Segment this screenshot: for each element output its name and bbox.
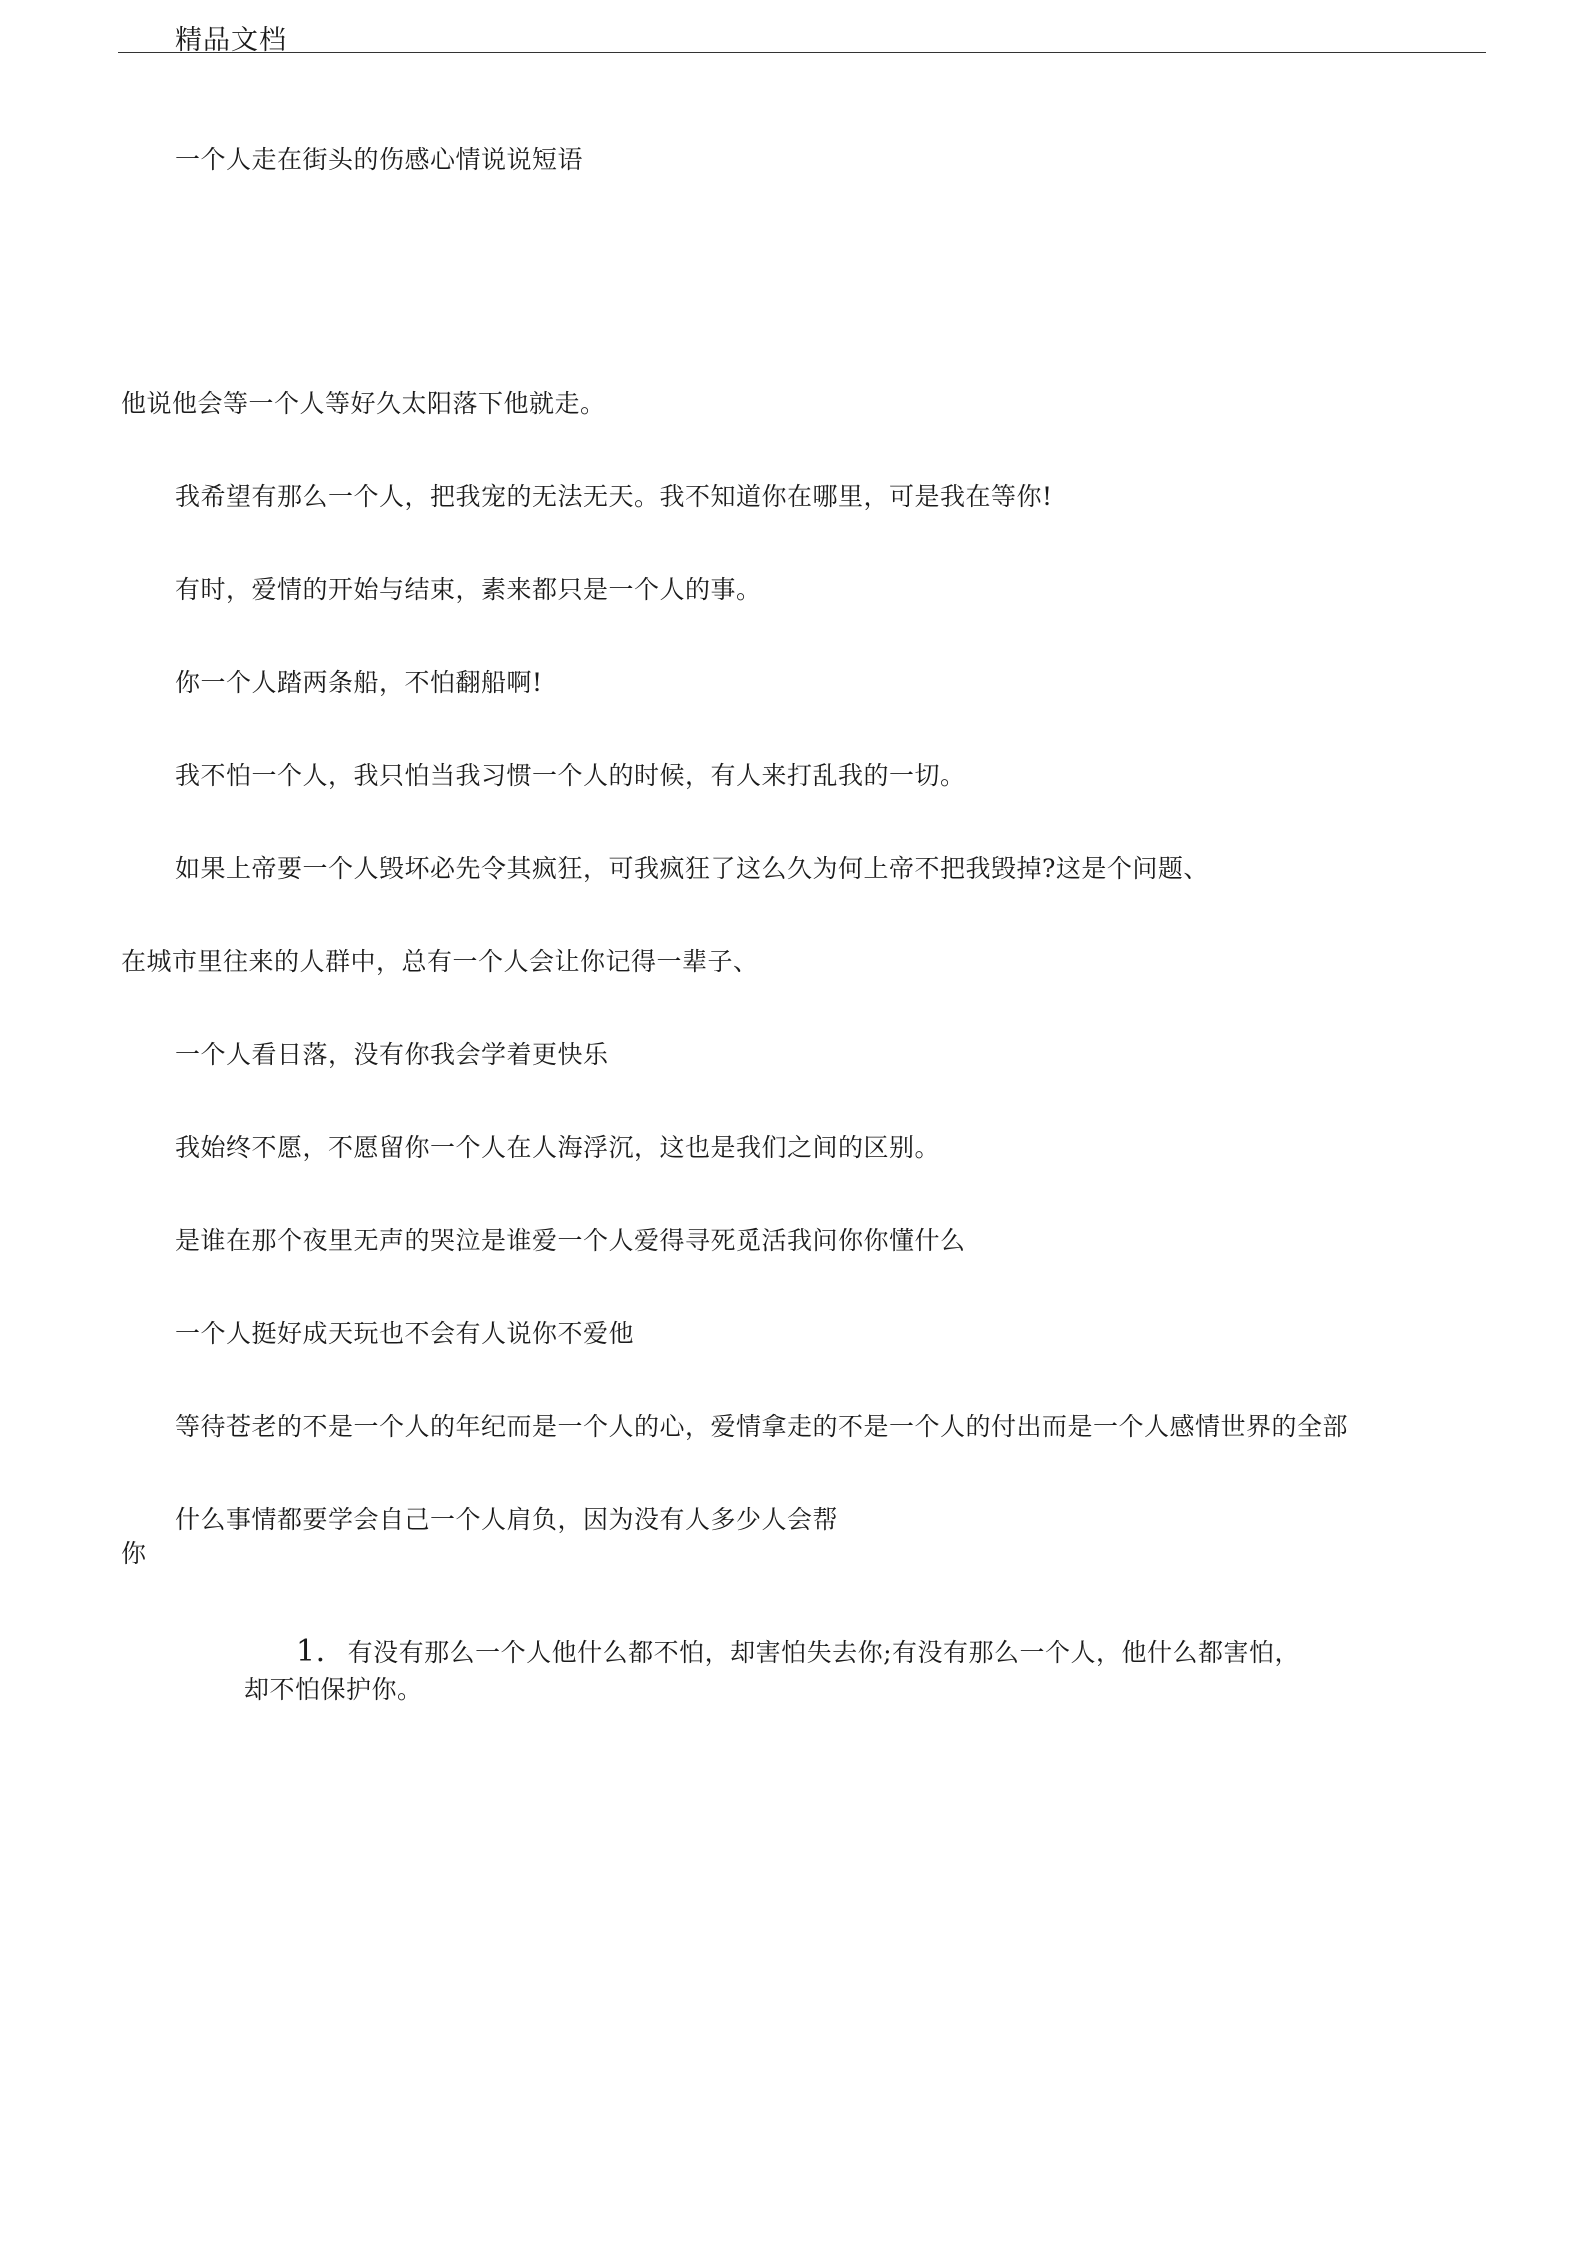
paragraph: 什么事情都要学会自己一个人肩负，因为没有人多少人会帮 (175, 1505, 839, 1534)
header-divider (118, 52, 1486, 53)
document-title: 一个人走在街头的伤感心情说说短语 (175, 145, 584, 174)
paragraph: 如果上帝要一个人毁坏必先令其疯狂，可我疯狂了这么久为何上帝不把我毁掉?这是个问题、 (175, 854, 1209, 883)
paragraph: 我始终不愿，不愿留你一个人在人海浮沉，这也是我们之间的区别。 (175, 1133, 941, 1162)
list-item-text-line1: 有没有那么一个人他什么都不怕，却害怕失去你;有没有那么一个人，他什么都害怕， (347, 1638, 1301, 1667)
paragraph: 在城市里往来的人群中，总有一个人会让你记得一辈子、 (121, 947, 759, 976)
paragraph: 你一个人踏两条船，不怕翻船啊! (175, 668, 543, 697)
paragraph: 你 (121, 1539, 147, 1568)
paragraph: 一个人看日落，没有你我会学着更快乐 (175, 1040, 609, 1069)
paragraph: 他说他会等一个人等好久太阳落下他就走。 (121, 389, 606, 418)
paragraph: 有时，爱情的开始与结束，素来都只是一个人的事。 (175, 575, 762, 604)
list-item-text-line2: 却不怕保护你。 (244, 1675, 423, 1704)
list-number: 1. (296, 1634, 326, 1669)
paragraph: 我不怕一个人，我只怕当我习惯一个人的时候，有人来打乱我的一切。 (175, 761, 966, 790)
page-header-title: 精品文档 (175, 25, 287, 56)
numbered-list-item (296, 1633, 1300, 1669)
paragraph: 等待苍老的不是一个人的年纪而是一个人的心，爱情拿走的不是一个人的付出而是一个人感情世界的全部 (175, 1412, 1349, 1441)
paragraph: 一个人挺好成天玩也不会有人说你不爱他 (175, 1319, 635, 1348)
paragraph: 我希望有那么一个人，把我宠的无法无天。我不知道你在哪里，可是我在等你! (175, 482, 1053, 511)
paragraph: 是谁在那个夜里无声的哭泣是谁爱一个人爱得寻死觅活我问你你懂什么 (175, 1226, 966, 1255)
